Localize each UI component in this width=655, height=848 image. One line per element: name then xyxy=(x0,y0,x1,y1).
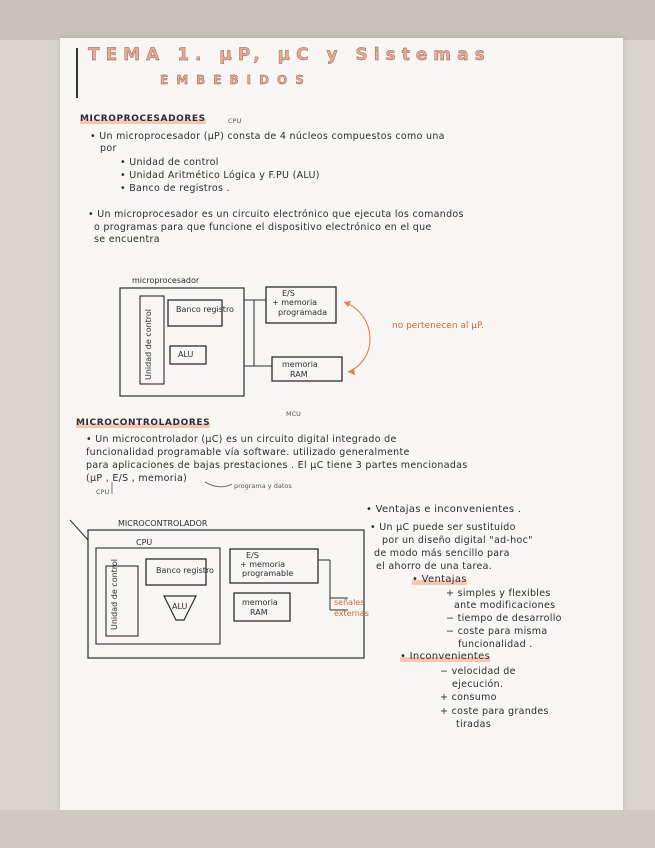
section-heading-microcontroladores: MICROCONTROLADORES xyxy=(76,418,211,428)
mp-paragraph-2-line3: se encuentra xyxy=(94,234,160,245)
mc-es-line1: E/S xyxy=(246,551,259,560)
mp-paragraph-1-cont: por xyxy=(100,143,117,154)
mp-ram-line2: RAM xyxy=(290,370,308,379)
ventajas-label: • Ventajas xyxy=(412,574,467,585)
mp-es-line2: + memoria xyxy=(272,298,318,307)
ventajas-p2: por un diseño digital "ad-hoc" xyxy=(382,535,533,546)
mc-signals-line1: señales xyxy=(334,598,365,607)
mp-es-line1: E/S xyxy=(282,289,295,298)
mc-paragraph-1-line3: para aplicaciones de bajas prestaciones . El μC tiene 3 partes mencionadas xyxy=(86,460,468,471)
mc-signals-line2: externas xyxy=(334,609,369,618)
mc-program-data-note: programa y datos xyxy=(234,482,292,490)
ventajas-p1: • Un μC puede ser sustituido xyxy=(370,522,516,533)
mcu-note: MCU xyxy=(286,410,301,418)
section-heading-microprocesadores: MICROPROCESADORES xyxy=(80,114,206,124)
mp-bullet-3: • Banco de registros . xyxy=(120,183,230,194)
mp-bullet-2: • Unidad Aritmético Lógica y F.PU (ALU) xyxy=(120,170,320,181)
mp-alu: ALU xyxy=(178,350,194,359)
mp-banco-registro: Banco registro xyxy=(176,305,234,314)
inconvenientes-label: • Inconvenientes xyxy=(400,651,491,662)
mc-unidad-control: Unidad de control xyxy=(110,558,119,630)
inconv-item-1: − velocidad de xyxy=(440,666,516,677)
mc-paragraph-1-line2: funcionalidad programable vía software. utilizado generalmente xyxy=(86,447,410,458)
mc-es-line2: + memoria xyxy=(240,560,286,569)
ventajas-p3: de modo más sencillo para xyxy=(374,548,510,559)
microprocesador-label: microprocesador xyxy=(132,276,200,285)
mp-bullet-1: • Unidad de control xyxy=(120,157,219,168)
mp-paragraph-2-line2: o programas para que funcione el dispositivo electrónico en el que xyxy=(94,222,432,233)
mc-paragraph-1-line4: (μP , E/S , memoria) xyxy=(86,473,188,484)
mp-annotation: no pertenecen al μP. xyxy=(392,321,484,331)
mc-cpu-note: CPU xyxy=(96,488,110,496)
mc-alu: ALU xyxy=(172,602,188,611)
ventajas-item-2: ante modificaciones xyxy=(454,600,556,611)
inconv-item-5: tiradas xyxy=(456,719,491,730)
mp-paragraph-2: • Un microprocesador es un circuito electrónico que ejecuta los comandos xyxy=(88,209,464,220)
mp-paragraph-1: • Un microprocesador (μP) consta de 4 núcleos compuestos como una xyxy=(90,131,445,142)
mc-cpu-label: CPU xyxy=(136,538,153,547)
mc-paragraph-1: • Un microcontrolador (μC) es un circuito digital integrado de xyxy=(86,434,397,445)
mc-es-line3: programable xyxy=(242,569,294,578)
mc-diagram-label: MICROCONTROLADOR xyxy=(118,519,208,528)
cpu-note: CPU xyxy=(228,117,242,125)
inconv-item-4: + coste para grandes xyxy=(440,706,549,717)
mc-banco-registro: Banco registro xyxy=(156,566,214,575)
page-title: TEMA 1. μP, μC y Sistemas xyxy=(88,45,491,65)
mp-ram-line1: memoria xyxy=(282,360,318,369)
mp-unidad-control: Unidad de control xyxy=(144,308,153,380)
ventajas-item-4: − coste para misma xyxy=(446,626,548,637)
ventajas-item-1: + simples y flexibles xyxy=(446,588,551,599)
inconv-item-2: ejecución. xyxy=(452,679,504,690)
ventajas-item-5: funcionalidad . xyxy=(458,639,533,650)
ventajas-p4: el ahorro de una tarea. xyxy=(376,561,493,572)
inconv-item-3: + consumo xyxy=(440,692,497,703)
mp-es-line3: programada xyxy=(278,308,328,317)
page-subtitle: EMBEBIDOS xyxy=(160,73,312,87)
ventajas-item-3: − tiempo de desarrollo xyxy=(446,613,562,624)
mc-ram-line2: RAM xyxy=(250,608,268,617)
ventajas-heading: • Ventajas e inconvenientes . xyxy=(366,504,522,515)
mc-ram-line1: memoria xyxy=(242,598,278,607)
